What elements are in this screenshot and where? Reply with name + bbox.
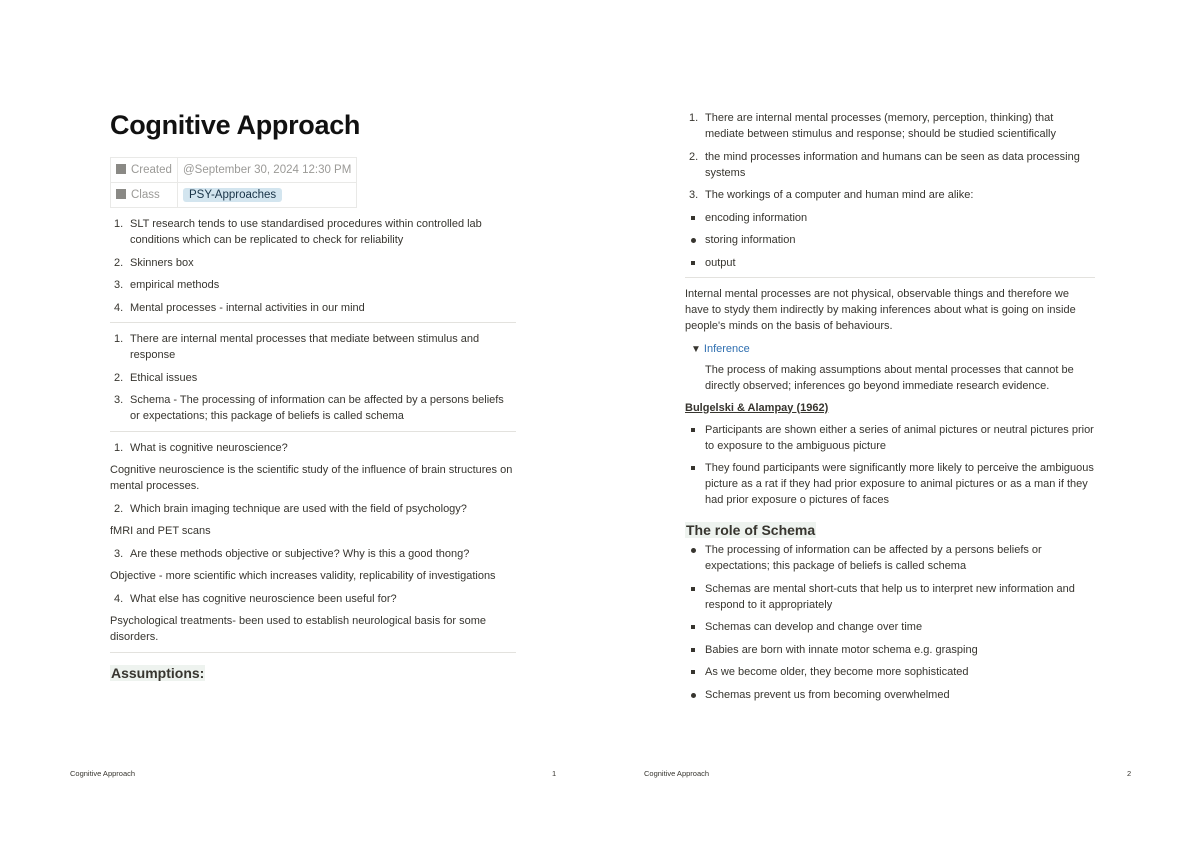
property-created xyxy=(111,158,357,183)
divider xyxy=(685,277,1095,278)
list-item: 3. The workings of a computer and human mind are alike: xyxy=(689,189,974,201)
bullet-square-icon xyxy=(691,216,695,220)
class-value xyxy=(178,183,357,208)
list-item: Babies are born with innate motor schema e.g. grasping xyxy=(685,642,1095,658)
footer-title: Cognitive Approach xyxy=(70,769,136,778)
bullet-square-icon xyxy=(691,428,695,432)
list-1 xyxy=(110,216,516,316)
list-item: Schemas prevent us from becoming overwhelmed xyxy=(685,687,1095,703)
paragraph-internal-processes: Internal mental processes are not physical, observable things and therefore we have to stydy them indirectly by making inferences about what is going on inside people's minds on the basis of behaviours. xyxy=(685,288,1076,332)
list-item: 2. Skinners box xyxy=(114,256,194,269)
list-icon xyxy=(116,189,126,199)
toggle-triangle-icon[interactable]: ▼ xyxy=(691,343,701,355)
list-item: Schemas can develop and change over time xyxy=(685,619,1095,635)
answer-4: Psychological treatments- been used to establish neurological basis for some disorders. xyxy=(110,615,487,643)
question-4: 4. What else has cognitive neuroscience been useful for? xyxy=(114,592,397,605)
schema-points-list xyxy=(685,542,1095,703)
study-title: Bulgelski & Alampay (1962) xyxy=(685,401,829,414)
bullet-square-icon xyxy=(691,670,695,674)
list-item: 4. Mental processes - internal activities in our mind xyxy=(114,301,365,314)
list-item: 1. There are internal mental processes (memory, perception, thinking) that mediate between stimulus and response; should be studied scientifically xyxy=(689,112,1056,140)
question-2: 2. Which brain imaging technique are used with the field of psychology? xyxy=(114,502,467,515)
assumptions-list xyxy=(685,110,1095,203)
answer-2: fMRI and PET scans xyxy=(110,525,211,537)
page-2 xyxy=(600,0,1200,849)
answer-3: Objective - more scientific which increases validity, replicability of investigations xyxy=(110,570,496,582)
list-2 xyxy=(110,331,516,424)
list-item: The processing of information can be affected by a persons beliefs or expectations; this package of beliefs is called schema xyxy=(685,542,1095,574)
list-item: 2. the mind processes information and humans can be seen as data processing systems xyxy=(689,150,1080,179)
study-points-list xyxy=(685,422,1095,509)
list-item: 1. SLT research tends to use standardised procedures within controlled lab conditions which can be replicated to check for reliability xyxy=(114,218,482,246)
list-item: storing information xyxy=(685,232,1095,248)
question-3: 3. Are these methods objective or subjective? Why is this a good thong? xyxy=(114,547,470,560)
divider xyxy=(110,652,516,653)
created-value: @September 30, 2024 12:30 PM xyxy=(178,158,357,183)
list-item: 1. There are internal mental processes that mediate between stimulus and response xyxy=(114,333,480,361)
answer-1: Cognitive neuroscience is the scientific study of the influence of brain structures on mental processes. xyxy=(110,464,513,492)
class-key: Class xyxy=(111,183,178,208)
class-tag[interactable]: PSY-Approaches xyxy=(183,188,282,202)
list-item: 3. Schema - The processing of information can be affected by a persons beliefs or expectations; this package of beliefs is called schema xyxy=(114,394,504,422)
list-item: encoding information xyxy=(685,210,1095,226)
list-item: output xyxy=(685,255,1095,271)
property-class xyxy=(111,183,357,208)
toggle-label[interactable]: Inference xyxy=(703,342,750,355)
toggle-body: The process of making assumptions about mental processes that cannot be directly observed; inferences go beyond immediate research evidence. xyxy=(705,363,1074,392)
list-item: As we become older, they become more sophisticated xyxy=(685,664,1095,680)
bullet-square-icon xyxy=(691,261,695,265)
created-key: Created xyxy=(111,158,178,183)
list-item: Schemas are mental short-cuts that help us to interpret new information and respond to it appropriately xyxy=(685,581,1095,613)
bullet-dot-icon xyxy=(691,238,696,243)
properties-table xyxy=(110,157,357,208)
page-title: Cognitive Approach xyxy=(110,110,361,140)
list-item: 3. empirical methods xyxy=(114,279,220,291)
bullet-square-icon xyxy=(691,625,695,629)
bullet-square-icon xyxy=(691,648,695,652)
bullet-square-icon xyxy=(691,587,695,591)
heading-assumptions: Assumptions: xyxy=(111,664,205,681)
list-item: They found participants were significantly more likely to perceive the ambiguous picture as a rat if they had prior exposure to animal pictures or as a man if they had prior exposure o pictures of faces xyxy=(685,460,1095,508)
bullet-square-icon xyxy=(691,466,695,470)
page-2-content xyxy=(685,110,1095,709)
list-item: Participants are shown either a series of animal pictures or neutral pictures prior to exposure to the ambiguous picture xyxy=(685,422,1095,454)
divider xyxy=(110,431,516,432)
footer-page-number: 2 xyxy=(1127,769,1132,778)
bullet-dot-icon xyxy=(691,548,696,553)
list-item: 2. Ethical issues xyxy=(114,371,198,384)
divider xyxy=(110,322,516,323)
footer-page-number: 1 xyxy=(552,769,557,778)
bullet-dot-icon xyxy=(691,693,696,698)
heading-schema: The role of Schema xyxy=(686,522,816,538)
question-1: 1. What is cognitive neuroscience? xyxy=(114,441,288,454)
toggle-inference[interactable] xyxy=(685,341,1095,358)
clock-icon xyxy=(116,164,126,174)
computer-items-list xyxy=(685,210,1095,271)
footer-title: Cognitive Approach xyxy=(644,769,710,778)
page-1-content xyxy=(110,110,516,685)
